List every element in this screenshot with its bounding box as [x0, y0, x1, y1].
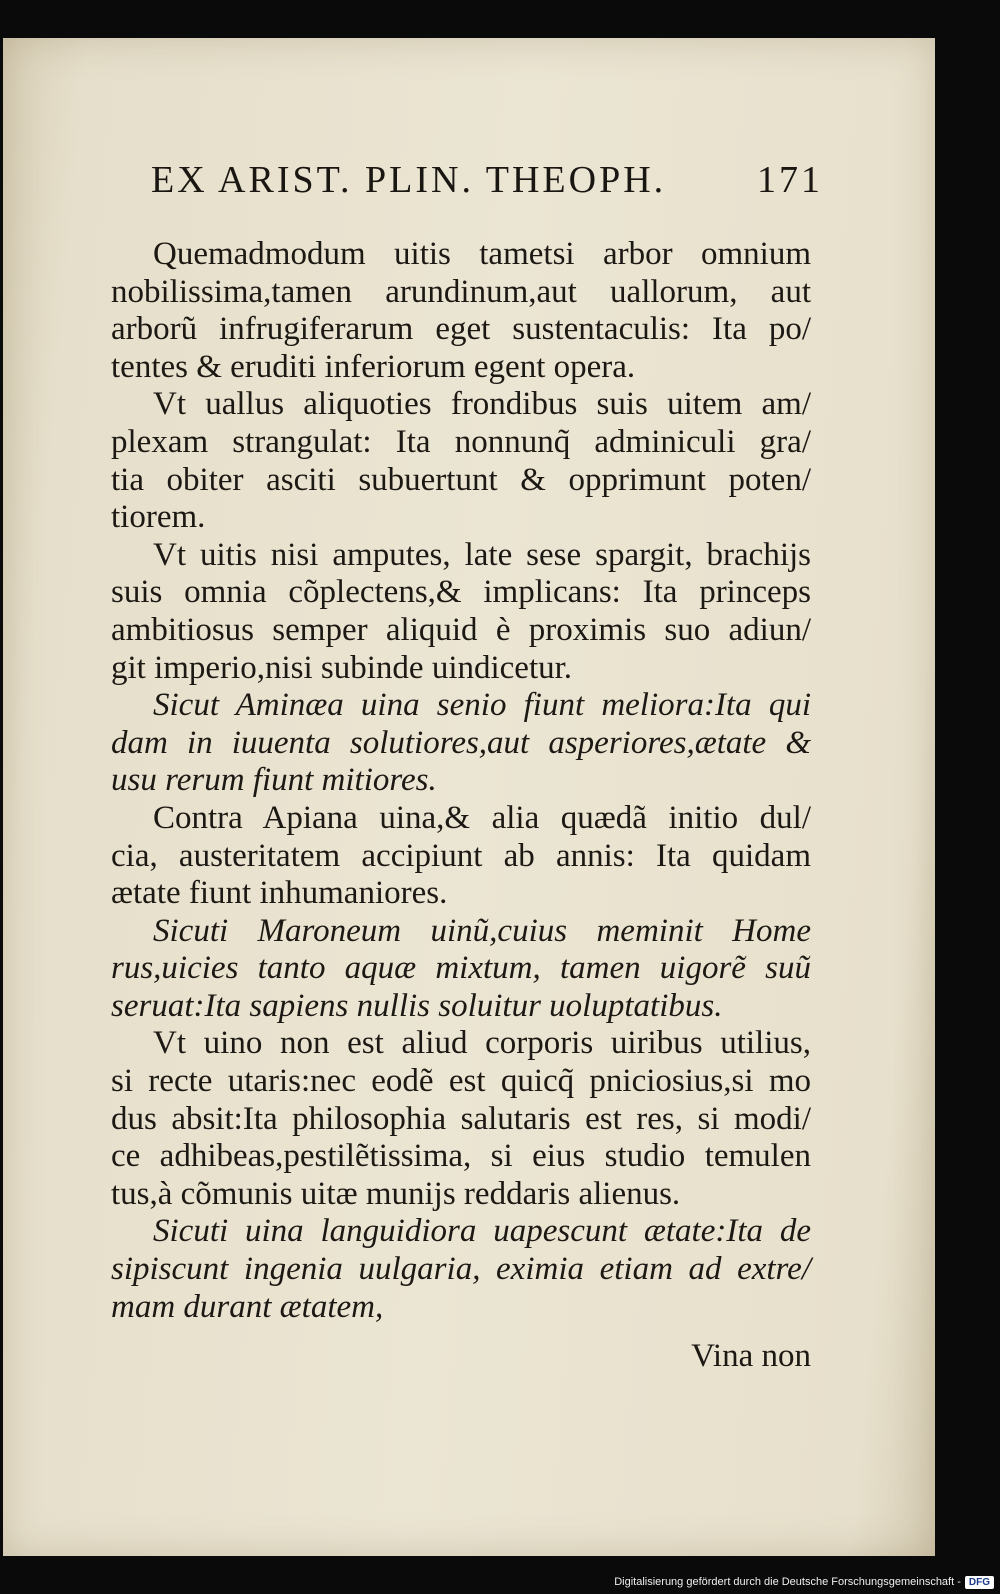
- text-line: Quemadmodum uitis tametsi arbor omnium: [153, 236, 811, 272]
- paragraph: [111, 386, 811, 536]
- text-line: usu rerum fiunt mitiores.: [111, 762, 437, 799]
- page-header: [143, 158, 823, 218]
- text-line: dam in iuuenta solutiores,aut asperiores,ætate &: [111, 724, 811, 761]
- text-line: Vt uitis nisi amputes, late sese spargit, brachijs: [153, 536, 811, 573]
- text-line: mam durant ætatem,: [111, 1288, 384, 1325]
- text-line: arborũ infrugiferarum eget sustentaculis: Ita po/: [111, 311, 811, 348]
- folio-number: 171: [757, 159, 823, 201]
- paragraph: [111, 1025, 811, 1213]
- dfg-logo: DFG: [965, 1576, 994, 1589]
- text-line: Sicuti uina languidiora uapescunt ætate:Ita de: [153, 1213, 811, 1250]
- text-line: dus absit:Ita philosophia salutaris est res, si modi/: [111, 1100, 811, 1137]
- catchword: Vina non: [691, 1338, 811, 1374]
- text-line: si recte utaris:nec eodẽ est quicq̃ pniciosius,si mo: [111, 1063, 811, 1100]
- text-line: seruat:Ita sapiens nullis soluitur uoluptatibus.: [111, 987, 723, 1024]
- footer-credit: Digitalisierung gefördert durch die Deutsche Forschungsgemeinschaft -: [614, 1576, 961, 1588]
- text-line: Contra Apiana uina,& alia quædã initio dul/: [153, 799, 811, 836]
- text-line: tia obiter asciti subuertunt & opprimunt poten/: [111, 461, 811, 498]
- text-line: rus,uicies tanto aquæ mixtum, tamen uigorẽ suũ: [111, 950, 811, 987]
- body-text: [111, 236, 811, 1326]
- paragraph: [111, 1213, 811, 1326]
- text-line: ætate fiunt inhumaniores.: [111, 875, 448, 912]
- paragraph: [111, 800, 811, 913]
- paragraph: [111, 913, 811, 1026]
- text-line: Sicut Aminæa uina senio fiunt meliora:Ita qui: [153, 687, 811, 724]
- text-line: Sicuti Maroneum uinũ,cuius meminit Home: [153, 912, 811, 949]
- text-line: ce adhibeas,pestilẽtissima, si eius studio temulen: [111, 1138, 811, 1175]
- running-title: EX ARIST. PLIN. THEOPH.: [151, 159, 667, 201]
- paragraph: [111, 537, 811, 687]
- paragraph: [111, 236, 811, 386]
- text-line: Vt uino non est aliud corporis uiribus utilius,: [153, 1025, 811, 1062]
- text-line: plexam strangulat: Ita nonnunq̃ adminiculi gra/: [111, 423, 811, 460]
- text-line: tentes & eruditi inferiorum egent opera.: [111, 348, 636, 385]
- digitization-footer: [614, 1572, 994, 1592]
- text-line: git imperio,nisi subinde uindicetur.: [111, 649, 573, 686]
- text-line: tiorem.: [111, 499, 206, 536]
- text-line: Vt uallus aliquoties frondibus suis uitem am/: [153, 386, 811, 423]
- book-page: [3, 38, 935, 1556]
- text-line: cia, austeritatem accipiunt ab annis: Ita quidam: [111, 837, 811, 874]
- text-line: tus,à cõmunis uitæ munijs reddaris alienus.: [111, 1175, 681, 1212]
- text-line: sipiscunt ingenia uulgaria, eximia etiam ad extre/: [111, 1251, 811, 1288]
- text-line: suis omnia cõplectens,& implicans: Ita princeps: [111, 574, 811, 611]
- text-line: ambitiosus semper aliquid è proximis suo adiun/: [111, 611, 811, 648]
- text-line: nobilissima,tamen arundinum,aut uallorum, aut: [111, 273, 811, 310]
- paragraph: [111, 687, 811, 800]
